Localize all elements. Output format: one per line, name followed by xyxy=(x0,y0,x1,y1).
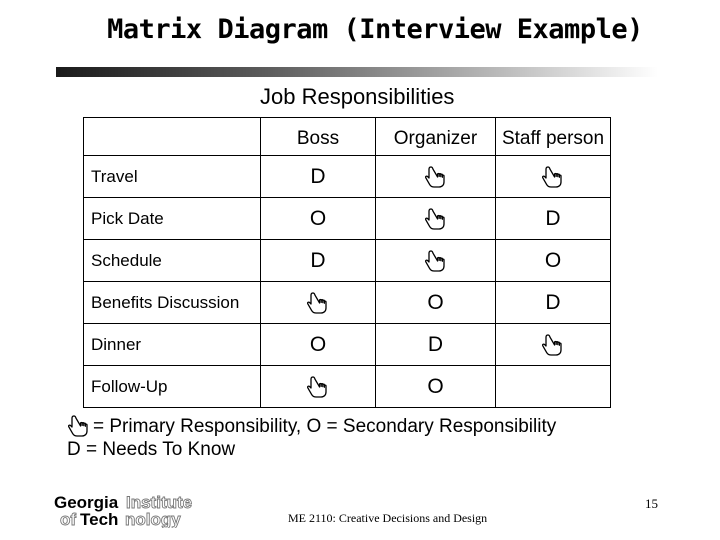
georgia-tech-logo xyxy=(54,492,214,528)
secondary-mark: O xyxy=(309,206,327,230)
table-subtitle: Job Responsibilities xyxy=(260,84,455,109)
secondary-mark: O xyxy=(427,290,444,314)
task-label: Schedule xyxy=(84,240,261,282)
logo-word-of: of xyxy=(60,510,77,528)
column-header-boss: Boss xyxy=(261,118,376,156)
cell-boss xyxy=(261,324,376,366)
responsibility-matrix xyxy=(83,117,611,408)
secondary-mark: O xyxy=(544,248,562,272)
task-label: Travel xyxy=(84,156,261,198)
cell-boss xyxy=(261,282,376,324)
needs-to-know-mark: D xyxy=(310,248,326,272)
table-row xyxy=(84,198,611,240)
table-row xyxy=(84,282,611,324)
pointing-hand-icon xyxy=(419,207,453,231)
logo-word-institute: Institute xyxy=(126,493,193,512)
logo-word-georgia: Georgia xyxy=(54,493,119,512)
cell-staff-person xyxy=(496,366,611,408)
cell-organizer xyxy=(376,366,496,408)
cell-organizer xyxy=(376,240,496,282)
logo-word-tech: Tech xyxy=(80,510,119,528)
pointing-hand-icon xyxy=(67,414,91,438)
column-header-staff-person: Staff person xyxy=(496,118,611,156)
task-label: Benefits Discussion xyxy=(84,282,261,324)
cell-staff-person xyxy=(496,240,611,282)
needs-to-know-mark: D xyxy=(545,290,561,314)
table-row xyxy=(84,156,611,198)
corner-cell xyxy=(84,118,261,156)
cell-organizer xyxy=(376,156,496,198)
course-footer: ME 2110: Creative Decisions and Design xyxy=(288,511,488,525)
needs-to-know-mark: D xyxy=(545,206,561,230)
table-row xyxy=(84,324,611,366)
table-row xyxy=(84,240,611,282)
cell-staff-person xyxy=(496,156,611,198)
cell-boss xyxy=(261,366,376,408)
task-label: Pick Date xyxy=(84,198,261,240)
pointing-hand-icon xyxy=(536,165,570,189)
legend-needs-to-know-text: D = Needs To Know xyxy=(67,439,236,460)
cell-boss xyxy=(261,156,376,198)
pointing-hand-icon xyxy=(536,333,570,357)
pointing-hand-icon xyxy=(419,249,453,273)
legend-primary-text: = Primary Responsibility, O = Secondary Responsibility xyxy=(93,415,557,437)
slide-title: Matrix Diagram (Interview Example) xyxy=(107,14,643,45)
logo-word-nology: nology xyxy=(125,510,181,528)
title-underline-bar xyxy=(56,67,658,77)
needs-to-know-mark: D xyxy=(310,164,326,188)
cell-staff-person xyxy=(496,324,611,366)
pointing-hand-icon xyxy=(419,165,453,189)
cell-organizer xyxy=(376,198,496,240)
cell-boss xyxy=(261,240,376,282)
cell-boss xyxy=(261,198,376,240)
cell-organizer xyxy=(376,282,496,324)
needs-to-know-mark: D xyxy=(427,332,444,356)
column-header-organizer: Organizer xyxy=(376,118,496,156)
task-label: Dinner xyxy=(84,324,261,366)
cell-staff-person xyxy=(496,198,611,240)
table-row xyxy=(84,366,611,408)
pointing-hand-icon xyxy=(301,375,335,399)
cell-staff-person xyxy=(496,282,611,324)
secondary-mark: O xyxy=(309,332,327,356)
page-number: 15 xyxy=(645,496,658,511)
cell-organizer xyxy=(376,324,496,366)
secondary-mark: O xyxy=(427,374,444,398)
header-row xyxy=(84,118,611,156)
pointing-hand-icon xyxy=(301,291,335,315)
legend xyxy=(67,414,556,461)
task-label: Follow-Up xyxy=(84,366,261,408)
